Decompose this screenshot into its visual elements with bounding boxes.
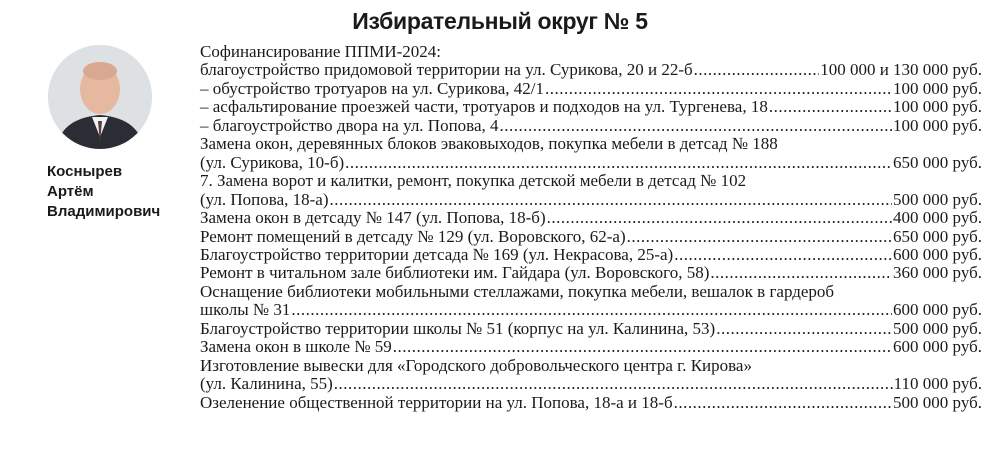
item-text: – благоустройство двора на ул. Попова, 4 xyxy=(200,115,499,135)
dot-leader xyxy=(674,394,892,412)
item-amount: 100 000 руб. xyxy=(893,78,982,98)
item-text: Замена окон в школе № 59 xyxy=(200,337,392,357)
item-text: школы № 31 xyxy=(200,300,291,320)
item-amount: 500 000 руб. xyxy=(893,189,982,209)
list-item xyxy=(200,375,982,393)
list-item xyxy=(200,338,982,356)
list-item xyxy=(200,283,982,301)
dot-leader xyxy=(716,320,892,338)
item-text: Оснащение библиотеки мобильными стеллажами, покупка мебели, вешалок в гардероб xyxy=(200,281,835,301)
item-amount: 500 000 руб. xyxy=(893,392,982,412)
list-item xyxy=(200,357,982,375)
section-title: Избирательный округ № 5 xyxy=(352,8,648,34)
dot-leader xyxy=(547,209,892,227)
dot-leader xyxy=(769,98,892,116)
item-text: Благоустройство территории детсада № 169 (ул. Некрасова, 25-а) xyxy=(200,244,674,264)
item-amount: 600 000 руб. xyxy=(893,300,982,320)
list-item xyxy=(200,61,982,79)
item-amount: 650 000 руб. xyxy=(893,152,982,172)
item-text: 7. Замена ворот и калитки, ремонт, покупка детской мебели в детсад № 102 xyxy=(200,171,747,191)
item-amount: 110 000 руб. xyxy=(893,374,982,394)
item-text: – обустройство тротуаров на ул. Сурикова, 42/1 xyxy=(200,78,544,98)
dot-leader xyxy=(334,375,893,393)
list-item xyxy=(200,209,982,227)
dot-leader xyxy=(330,191,893,209)
item-text: Замена окон в детсаду № 147 (ул. Попова, 18-б) xyxy=(200,208,546,228)
item-text: Софинансирование ППМИ-2024: xyxy=(200,42,442,61)
item-amount: 600 000 руб. xyxy=(893,337,982,357)
list-item xyxy=(200,98,982,116)
list-item xyxy=(200,320,982,338)
list-item xyxy=(200,394,982,412)
item-text: Озеленение общественной территории на ул. Попова, 18-а и 18-б xyxy=(200,392,673,412)
dot-leader xyxy=(291,301,892,319)
list-item xyxy=(200,43,982,61)
dot-leader xyxy=(393,338,892,356)
deputy-patronymic: Владимирович xyxy=(47,203,161,220)
item-text: Замена окон, деревянных блоков эваковыходов, покупка мебели в детсад № 188 xyxy=(200,134,778,154)
list-item xyxy=(200,264,982,282)
item-amount: 650 000 руб. xyxy=(893,226,982,246)
list-item xyxy=(200,117,982,135)
deputy-surname: Коснырев xyxy=(47,163,123,180)
item-amount: 360 000 руб. xyxy=(893,263,982,283)
funding-list xyxy=(200,43,982,412)
list-item xyxy=(200,154,982,172)
deputy-name xyxy=(47,162,160,222)
dot-leader xyxy=(694,61,820,79)
item-amount: 100 000 и 130 000 руб. xyxy=(820,60,982,80)
list-item xyxy=(200,191,982,209)
deputy-first-name: Артём xyxy=(47,183,94,200)
item-amount: 500 000 руб. xyxy=(893,318,982,338)
list-item xyxy=(200,80,982,98)
item-amount: 400 000 руб. xyxy=(893,208,982,228)
item-text: Благоустройство территории школы № 51 (корпус на ул. Калинина, 53) xyxy=(200,318,716,338)
item-text: благоустройство придомовой территории на ул. Сурикова, 20 и 22-б xyxy=(200,60,693,80)
item-text: – асфальтирование проезжей части, тротуаров и подходов на ул. Тургенева, 18 xyxy=(200,97,768,117)
list-item xyxy=(200,301,982,319)
item-text: Изготовление вывески для «Городского добровольческого центра г. Кирова» xyxy=(200,355,752,375)
item-text: (ул. Сурикова, 10-б) xyxy=(200,152,345,172)
dot-leader xyxy=(545,80,892,98)
item-text: (ул. Калинина, 55) xyxy=(200,374,333,394)
deputy-photo xyxy=(48,45,152,149)
item-text: Ремонт в читальном зале библиотеки им. Гайдара (ул. Воровского, 58) xyxy=(200,263,710,283)
list-item xyxy=(200,135,982,153)
item-amount: 600 000 руб. xyxy=(893,244,982,264)
item-amount: 100 000 руб. xyxy=(893,97,982,117)
item-amount: 100 000 руб. xyxy=(893,115,982,135)
dot-leader xyxy=(710,264,892,282)
list-item xyxy=(200,228,982,246)
dot-leader xyxy=(674,246,892,264)
list-item xyxy=(200,172,982,190)
dot-leader xyxy=(627,228,892,246)
dot-leader xyxy=(500,117,893,135)
dot-leader xyxy=(345,154,892,172)
item-text: (ул. Попова, 18-а) xyxy=(200,189,329,209)
item-text: Ремонт помещений в детсаду № 129 (ул. Воровского, 62-а) xyxy=(200,226,626,246)
list-item xyxy=(200,246,982,264)
